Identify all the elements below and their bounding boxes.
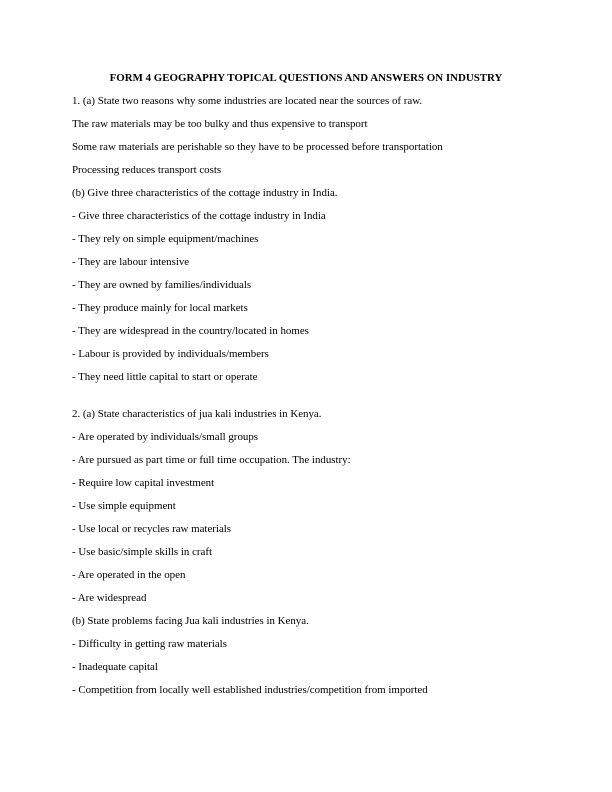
answer-line: - They are labour intensive	[72, 256, 190, 268]
answer-line: - Use local or recycles raw materials	[72, 523, 232, 535]
question-1b: (b) Give three characteristics of the cottage industry in India.	[72, 187, 338, 199]
document-title: FORM 4 GEOGRAPHY TOPICAL QUESTIONS AND ANSWERS ON INDUSTRY	[109, 72, 503, 84]
question-2a: 2. (a) State characteristics of jua kali industries in Kenya.	[72, 408, 322, 420]
answer-line: - Give three characteristics of the cottage industry in India	[72, 210, 326, 222]
answer-line: - They rely on simple equipment/machines	[72, 233, 259, 245]
answer-line: Some raw materials are perishable so they have to be processed before transportation	[72, 141, 443, 153]
answer-line: - Are pursued as part time or full time occupation. The industry:	[72, 454, 351, 466]
question-1a: 1. (a) State two reasons why some industries are located near the sources of raw.	[72, 95, 423, 107]
answer-line: - Inadequate capital	[72, 661, 158, 673]
question-2b: (b) State problems facing Jua kali industries in Kenya.	[72, 615, 309, 627]
answer-line: - Are operated by individuals/small groups	[72, 431, 259, 443]
answer-line: - Labour is provided by individuals/members	[72, 348, 269, 360]
answer-line: - Are widespread	[72, 592, 147, 604]
answer-line: - They are widespread in the country/located in homes	[72, 325, 309, 337]
answer-line: - Competition from locally well established industries/competition from imported	[72, 684, 428, 696]
answer-line: - They need little capital to start or operate	[72, 371, 258, 383]
answer-line: - Are operated in the open	[72, 569, 186, 581]
answer-line: Processing reduces transport costs	[72, 164, 222, 176]
answer-line: - Difficulty in getting raw materials	[72, 638, 227, 650]
document-body	[72, 94, 443, 706]
answer-line: - They are owned by families/individuals	[72, 279, 252, 291]
answer-line: - Use basic/simple skills in craft	[72, 546, 213, 558]
answer-line: - Require low capital investment	[72, 477, 215, 489]
answer-line: The raw materials may be too bulky and thus expensive to transport	[72, 118, 368, 130]
answer-line: - Use simple equipment	[72, 500, 176, 512]
answer-line: - They produce mainly for local markets	[72, 302, 248, 314]
